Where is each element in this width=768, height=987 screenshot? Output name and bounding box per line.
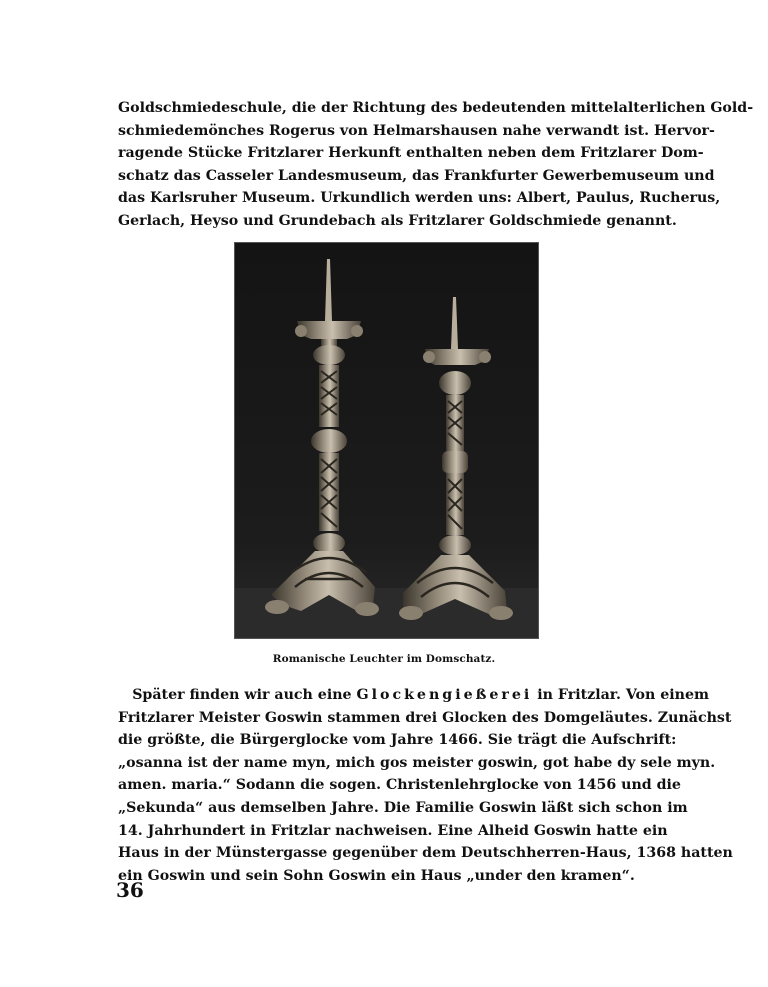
text-line: „osanna ist der name myn, mich gos meister goswin, got habe dy sele myn. <box>118 754 716 771</box>
text-segment: Später finden wir auch eine <box>132 687 357 703</box>
text-line <box>118 684 710 707</box>
text-line: amen. maria.“ Sodann die sogen. Christenlehrglocke von 1456 und die <box>118 777 681 794</box>
text-line: Goldschmiedeschule, die der Richtung des bedeutenden mittelalterlichen Gold- <box>118 100 754 116</box>
text-line: schatz das Casseler Landesmuseum, das Frankfurter Gewerbemuseum und <box>118 167 715 184</box>
text-line: ragende Stücke Fritzlarer Herkunft enthalten neben dem Fritzlarer Dom- <box>118 145 704 162</box>
text-line: Gerlach, Heyso und Grundebach als Fritzlarer Goldschmiede genannt. <box>118 212 677 229</box>
paragraph-goldsmiths <box>118 97 754 233</box>
text-line: das Karlsruher Museum. Urkundlich werden uns: Albert, Paulus, Rucherus, <box>118 190 721 207</box>
emphasized-word: Glockengießerei <box>356 687 533 703</box>
text-line: „Sekunda“ aus demselben Jahre. Die Familie Goswin läßt sich schon im <box>118 799 688 816</box>
text-line: Haus in der Münstergasse gegenüber dem Deutschherren-Haus, 1368 hatten <box>118 845 733 862</box>
candlesticks-photograph <box>234 242 539 639</box>
paragraph-bell-foundry <box>118 684 733 887</box>
text-line: Fritzlarer Meister Goswin stammen drei Glocken des Domgeläutes. Zunächst <box>118 709 732 726</box>
text-line: schmiedemönches Rogerus von Helmarshausen nahe verwandt ist. Hervor- <box>118 122 715 139</box>
text-line: ein Goswin und sein Sohn Goswin ein Haus „under den kramen“. <box>118 867 635 884</box>
text-line: die größte, die Bürgerglocke vom Jahre 1466. Sie trägt die Aufschrift: <box>118 732 677 749</box>
figure-caption: Romanische Leuchter im Domschatz. <box>272 653 496 665</box>
page-number: 36 <box>116 878 144 902</box>
text-segment: in Fritzlar. Von einem <box>532 687 710 703</box>
text-line: 14. Jahrhundert in Fritzlar nachweisen. Eine Alheid Goswin hatte ein <box>118 822 668 839</box>
